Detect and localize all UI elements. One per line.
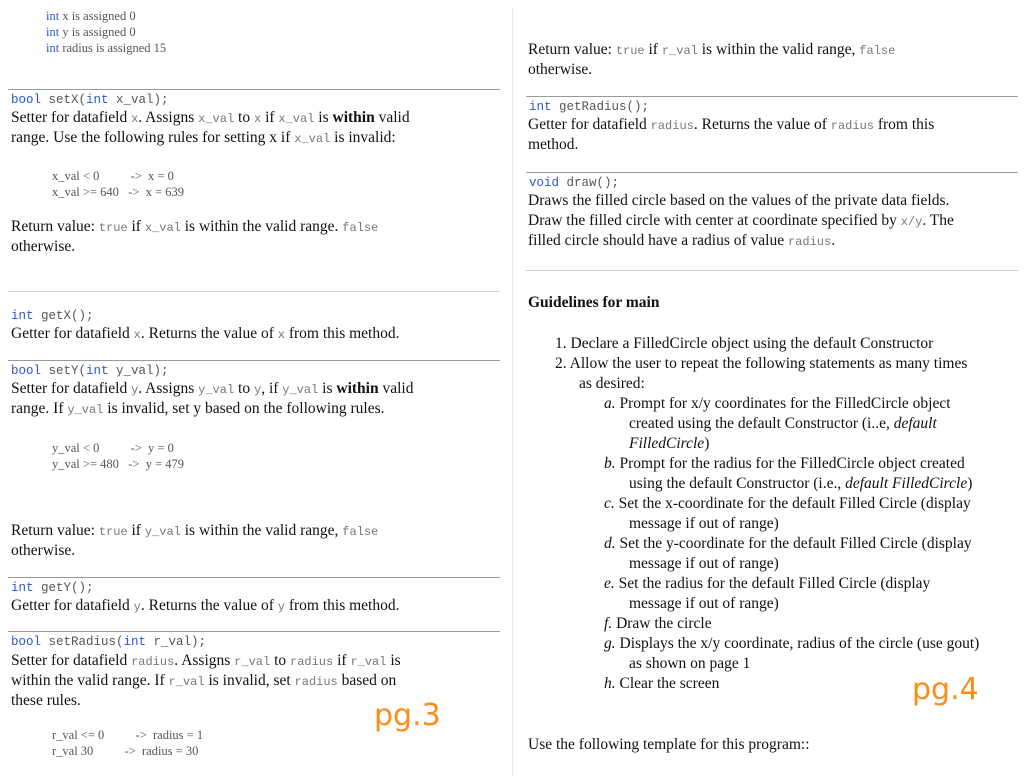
getradius-description-line1: Getter for datafield radius. Returns the value of radius from this: [528, 116, 935, 133]
setradius-rule-2: r_val 30 -> radius = 30: [52, 744, 199, 758]
guideline-item-2-continued: as desired:: [579, 375, 645, 392]
setradius-return-line2: otherwise.: [528, 61, 593, 78]
setx-description-line2: range. Use the following rules for setting x if x_val is invalid:: [11, 129, 396, 146]
setx-rule-1: x_val < 0 -> x = 0: [52, 169, 174, 183]
gety-description: Getter for datafield y. Returns the value of y from this method.: [11, 597, 400, 614]
getradius-description-line2: method.: [528, 136, 579, 153]
step-f: f. Draw the circle: [604, 615, 712, 632]
step-c-line1: c. Set the x-coordinate for the default Filled Circle (display: [604, 495, 971, 512]
setx-return-line2: otherwise.: [11, 238, 76, 255]
section-rule: [526, 270, 1018, 271]
step-b-line1: b. Prompt for the radius for the FilledCircle object created: [604, 455, 965, 472]
draw-description-line1: Draws the filled circle based on the values of the private data fields.: [528, 192, 950, 209]
step-a-line2: created using the default Constructor (i..e, default: [629, 415, 937, 432]
setx-signature: bool setX(int x_val);: [11, 93, 169, 107]
guideline-item-1: 1. Declare a FilledCircle object using the default Constructor: [555, 335, 934, 352]
section-rule: [8, 577, 500, 578]
getx-description: Getter for datafield x. Returns the value of x from this method.: [11, 325, 400, 342]
step-h: h. Clear the screen: [604, 675, 720, 692]
section-rule: [8, 89, 500, 90]
guideline-item-2: 2. Allow the user to repeat the following statements as many times: [555, 355, 968, 372]
step-e-line1: e. Set the radius for the default Filled Circle (display: [604, 575, 931, 592]
column-divider: [512, 8, 513, 776]
step-b-line2: using the default Constructor (i.e., default FilledCircle): [629, 475, 973, 492]
section-rule: [8, 360, 500, 361]
section-rule: [526, 96, 1018, 97]
step-a-line3: FilledCircle): [629, 435, 710, 452]
draw-description-line3: filled circle should have a radius of value radius.: [528, 232, 836, 249]
setradius-description-line3: these rules.: [11, 692, 81, 709]
section-rule: [8, 291, 500, 292]
setradius-description-line1: Setter for datafield radius. Assigns r_val to radius if r_val is: [11, 652, 401, 669]
sety-return-line1: Return value: true if y_val is within the valid range, false: [11, 522, 379, 539]
handwritten-page-annotation: pg.4: [912, 672, 979, 707]
getradius-signature: int getRadius();: [529, 100, 650, 114]
setx-return-line1: Return value: true if x_val is within the valid range. false: [11, 218, 379, 235]
sety-signature: bool setY(int y_val);: [11, 364, 169, 378]
draw-signature: void draw();: [529, 176, 620, 190]
gety-signature: int getY();: [11, 581, 94, 595]
setradius-rule-1: r_val <= 0 -> radius = 1: [52, 728, 204, 742]
field-x-decl: int x is assigned 0: [46, 9, 136, 23]
setradius-description-line2: within the valid range. If r_val is invalid, set radius based on: [11, 672, 397, 689]
sety-rule-1: y_val < 0 -> y = 0: [52, 441, 174, 455]
step-d-line2: message if out of range): [629, 555, 779, 572]
setradius-signature: bool setRadius(int r_val);: [11, 635, 207, 649]
sety-description-line2: range. If y_val is invalid, set y based on the following rules.: [11, 400, 385, 417]
step-g-line2: as shown on page 1: [629, 655, 751, 672]
field-y-decl: int y is assigned 0: [46, 25, 136, 39]
field-radius-decl: int radius is assigned 15: [46, 41, 167, 55]
section-rule: [526, 172, 1018, 173]
setradius-return-line1: Return value: true if r_val is within the valid range, false: [528, 41, 896, 58]
draw-description-line2: Draw the filled circle with center at coordinate specified by x/y. The: [528, 212, 954, 229]
step-a-line1: a. Prompt for x/y coordinates for the FilledCircle object: [604, 395, 951, 412]
setx-rule-2: x_val >= 640 -> x = 639: [52, 185, 185, 199]
template-instruction: Use the following template for this program::: [528, 736, 810, 753]
sety-rule-2: y_val >= 480 -> y = 479: [52, 457, 185, 471]
getx-signature: int getX();: [11, 309, 94, 323]
step-e-line2: message if out of range): [629, 595, 779, 612]
guidelines-heading: Guidelines for main: [528, 294, 660, 311]
step-d-line1: d. Set the y-coordinate for the default Filled Circle (display: [604, 535, 972, 552]
sety-return-line2: otherwise.: [11, 542, 76, 559]
section-rule: [8, 631, 500, 632]
step-g-line1: g. Displays the x/y coordinate, radius of the circle (use gout): [604, 635, 980, 652]
handwritten-page-annotation: pg.3: [374, 698, 441, 733]
setx-description-line1: Setter for datafield x. Assigns x_val to x if x_val is within valid: [11, 109, 410, 126]
sety-description-line1: Setter for datafield y. Assigns y_val to y, if y_val is within valid: [11, 380, 414, 397]
step-c-line2: message if out of range): [629, 515, 779, 532]
